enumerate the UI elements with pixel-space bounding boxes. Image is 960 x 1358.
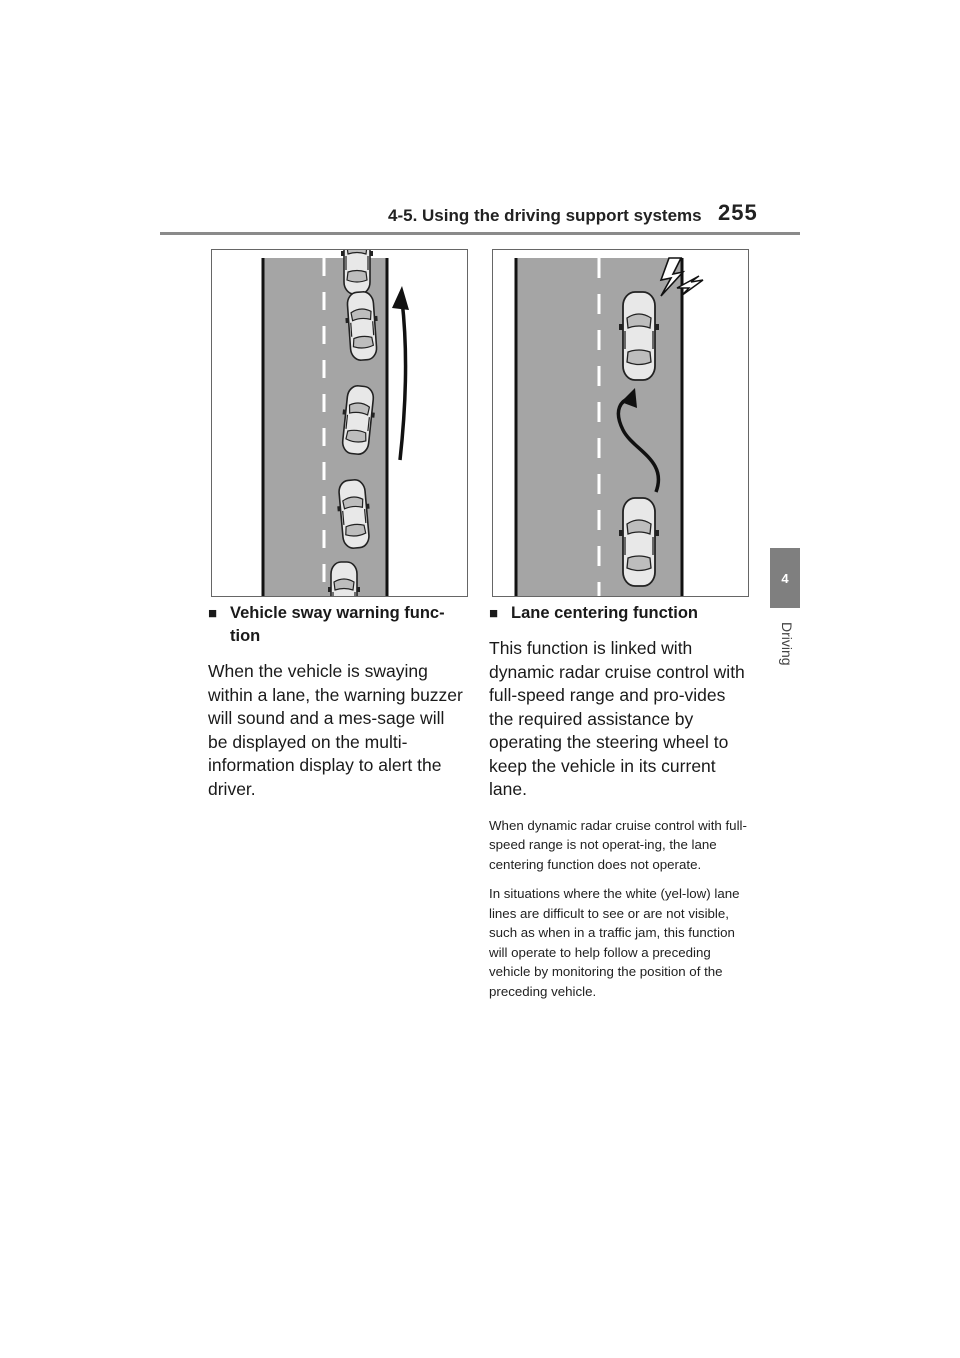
square-bullet-icon: ■ bbox=[489, 605, 499, 622]
sway-warning-heading bbox=[208, 602, 468, 648]
sway-warning-figure bbox=[211, 249, 468, 597]
lane-centering-illustration bbox=[493, 250, 748, 596]
section-title: 4-5. Using the driving support systems bbox=[388, 206, 702, 225]
chapter-number: 4 bbox=[781, 570, 789, 586]
lane-centering-section bbox=[489, 602, 749, 1001]
lane-centering-heading-text: Lane centering function bbox=[511, 604, 699, 622]
lane-with-swaying-vehicle-illustration bbox=[212, 250, 467, 596]
lane-centering-figure bbox=[492, 249, 749, 597]
chapter-label-container bbox=[777, 622, 797, 682]
square-bullet-icon: ■ bbox=[208, 605, 218, 622]
lane-centering-heading bbox=[489, 602, 749, 625]
chapter-tab bbox=[770, 548, 800, 608]
header-rule bbox=[160, 232, 800, 235]
sway-warning-heading-text: Vehicle sway warning func-tion bbox=[230, 604, 445, 645]
sway-warning-section bbox=[208, 602, 468, 801]
chapter-label: Driving bbox=[779, 622, 795, 666]
page-number: 255 bbox=[718, 200, 758, 225]
lane-centering-note: When dynamic radar cruise control with full-speed range is not operat-ing, the lane centering function does not operate. bbox=[489, 817, 747, 872]
sway-warning-body: When the vehicle is swaying within a lane, the warning buzzer will sound and a mes-sage will be displayed on the multi-information display to alert the driver. bbox=[208, 661, 463, 799]
lane-centering-note: In situations where the white (yel-low) lane lines are difficult to see or are not visible, such as when in a traffic jam, this function will operate to help follow a preceding vehicle by monitoring the position of the preceding vehicle. bbox=[489, 886, 740, 999]
lane-centering-body: This function is linked with dynamic radar cruise control with full-speed range and pro-vides the required assistance by operating the steering wheel to keep the vehicle in its current lane. bbox=[489, 638, 745, 799]
